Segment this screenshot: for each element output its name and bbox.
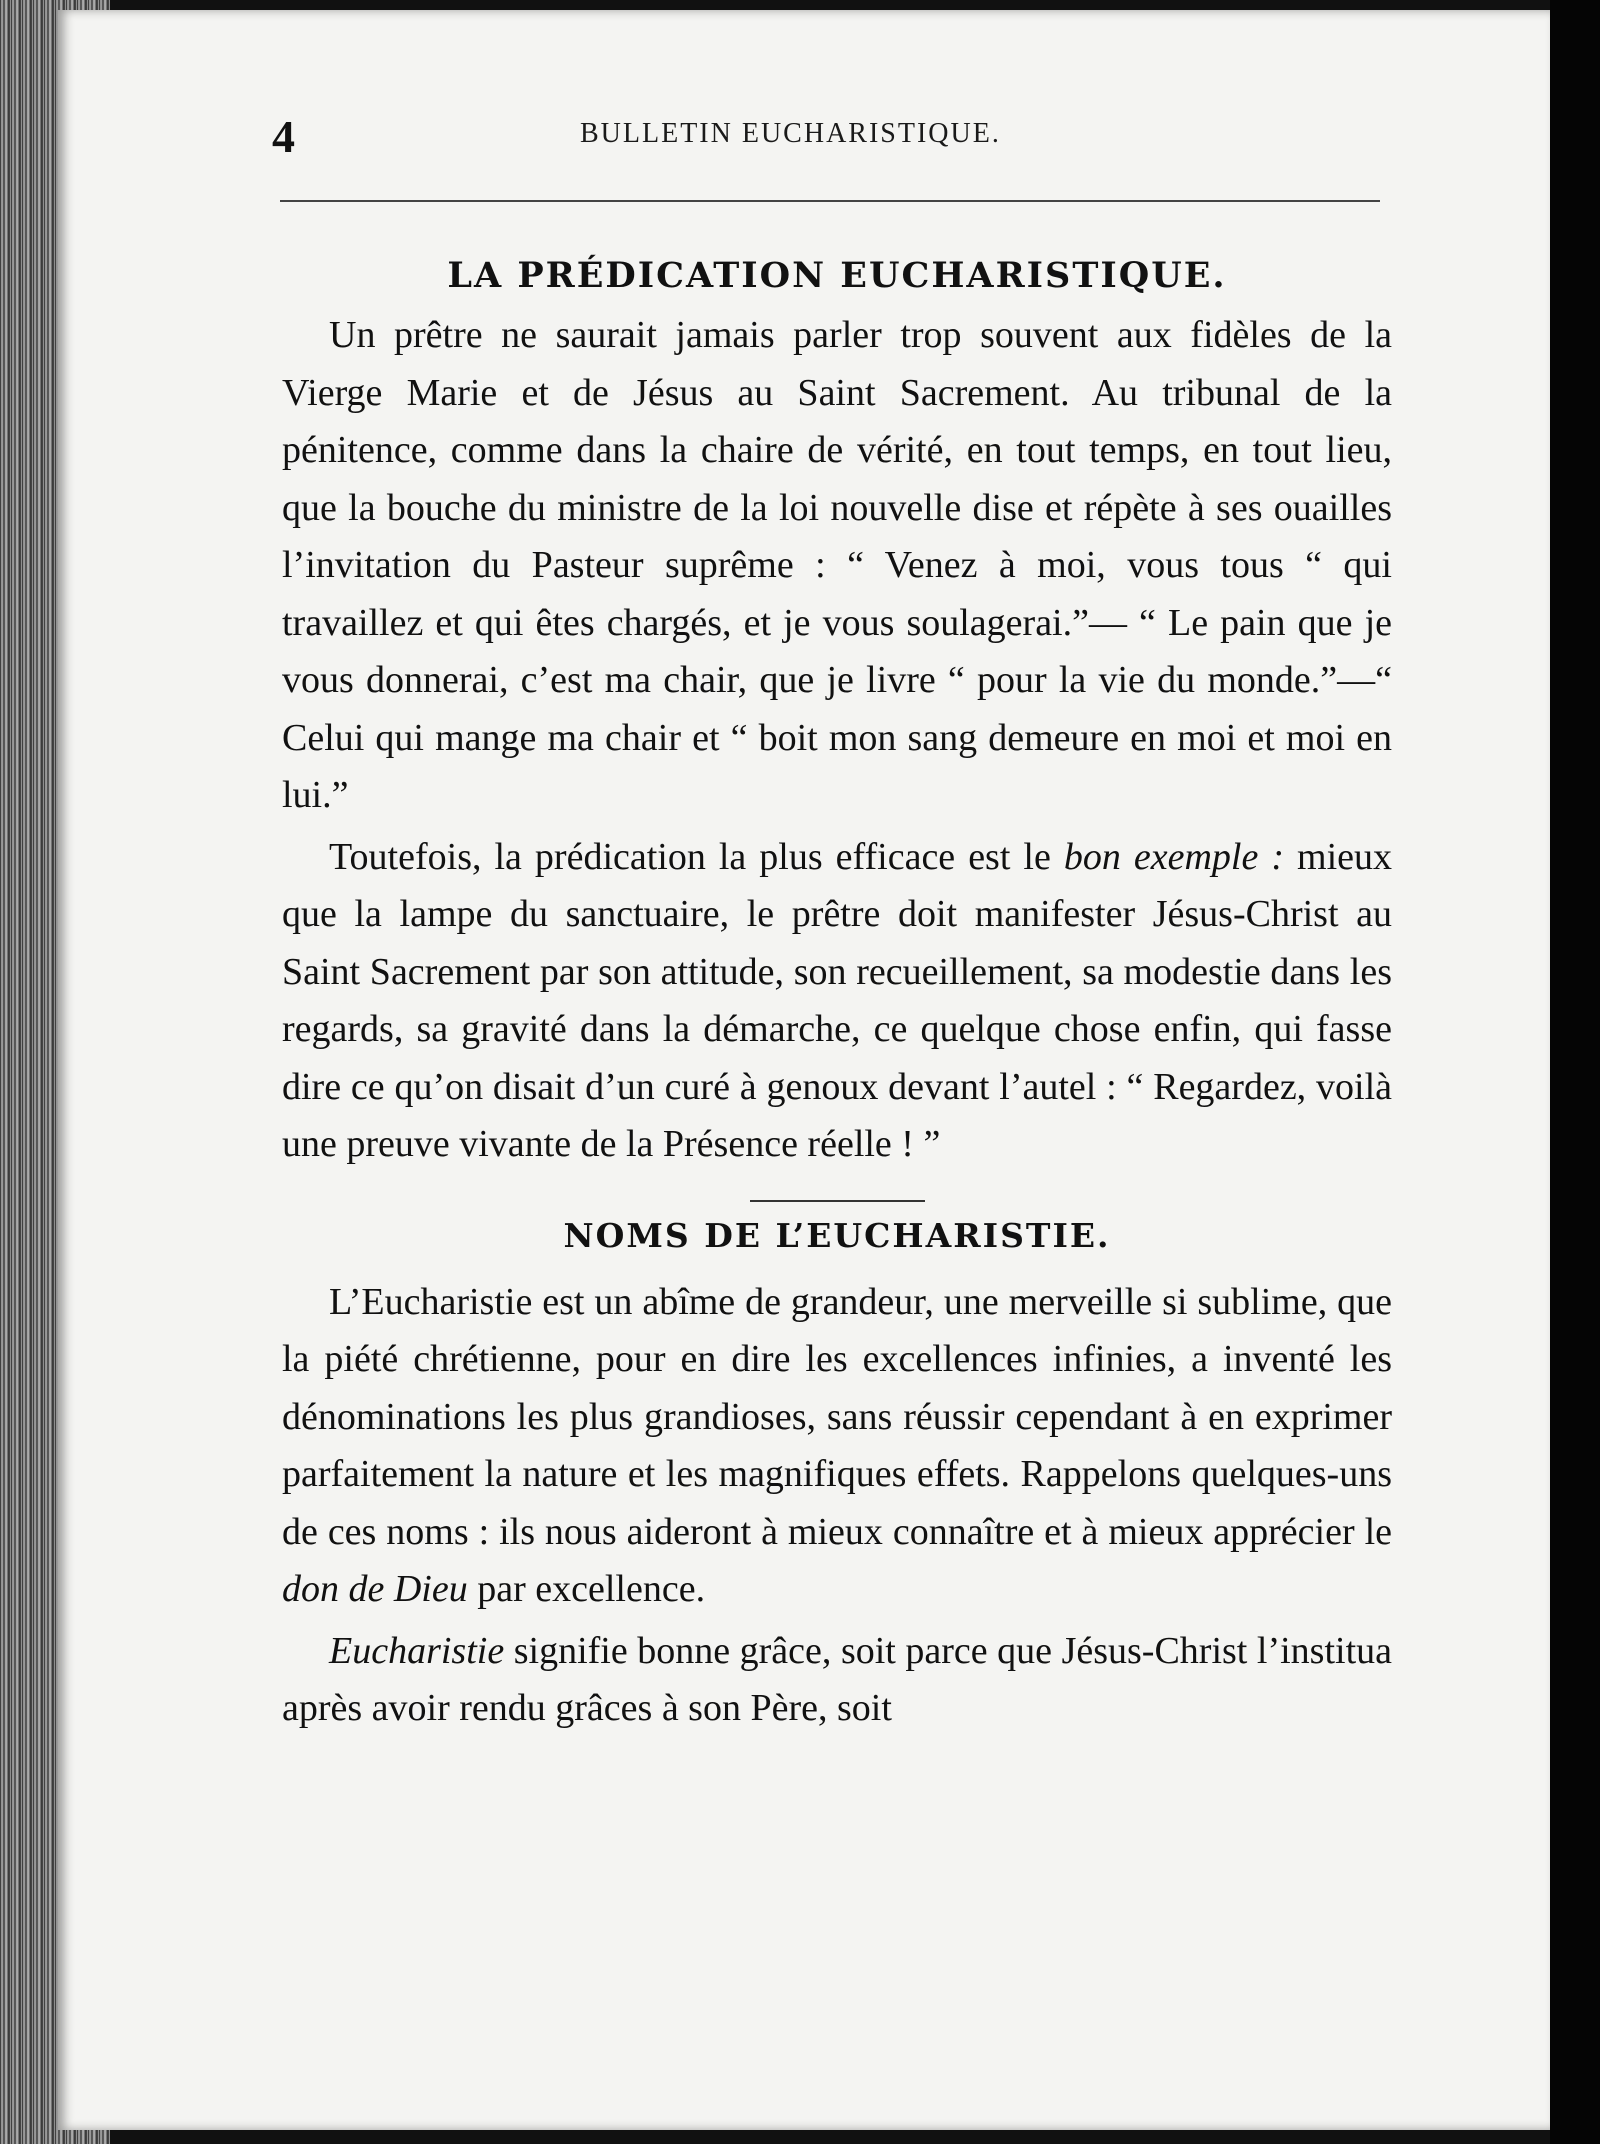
scan-border-right bbox=[1550, 0, 1600, 2144]
header-rule bbox=[280, 200, 1380, 202]
paragraph-predication-1: Un prêtre ne saurait jamais parler trop souvent aux fidèles de la Vierge Marie et de Jésus au Saint Sacrement. Au tribunal de la pénitence, comme dans la chaire de vérité, en tout temps, en tout lieu, que la bouche du ministre de la loi nouvelle dise et répète à ses ouailles l’invitation du Pasteur suprême : “ Venez à moi, vous tous “ qui travaillez et qui êtes chargés, et je vous soulagerai.”— “ Le pain que je vous donnerai, c’est ma chair, que je livre “ pour la vie du monde.”—“ Celui qui mange ma chair et “ boit mon sang demeure en moi et moi en lui.” bbox=[282, 314, 1392, 816]
paragraph-noms-1 bbox=[282, 1274, 1392, 1619]
paragraph-noms-2 bbox=[282, 1623, 1392, 1738]
paragraph-text: mieux que la lampe du sanctuaire, le prêtre doit manifester Jésus-Christ au Saint Sacrement par son attitude, son recueillement, sa modestie dans les regards, sa gravité dans la démarche, ce quelque chose enfin, qui fasse dire ce qu’on disait d’un curé à genoux devant l’autel : “ Regardez, voilà une preuve vivante de la Présence réelle ! ” bbox=[282, 835, 1393, 1165]
italic-phrase-bon-exemple: bon exemple : bbox=[1063, 835, 1285, 878]
italic-phrase-don-de-dieu: don de Dieu bbox=[282, 1568, 468, 1610]
page-number: 4 bbox=[272, 111, 295, 162]
paragraph-text: Toutefois, la prédication la plus efficace est le bbox=[329, 835, 1064, 878]
italic-term-eucharistie: Eucharistie bbox=[329, 1629, 505, 1672]
paragraph-predication-2 bbox=[282, 829, 1392, 1174]
section-title-noms: NOMS DE L’EUCHARISTIE. bbox=[563, 1215, 1111, 1255]
page-header bbox=[220, 96, 1390, 162]
paragraph-text: L’Eucharistie est un abîme de grandeur, une merveille si sublime, que la piété chrétienne, pour en dire les excellences infinies, a inventé les dénominations les plus grandioses, sans réussir cependant à en exprimer parfaitement la nature et les magnifiques effets. Rappelons quelques-uns de ces noms : ils nous aideront à mieux connaître et à mieux apprécier le bbox=[282, 1280, 1392, 1553]
page-body bbox=[282, 245, 1392, 1738]
paragraph-text: signifie bonne grâce, soit parce que Jésus-Christ l’institua après avoir rendu grâces à son Père, soit bbox=[282, 1629, 1392, 1729]
section-divider bbox=[750, 1200, 925, 1202]
running-title: BULLETIN EUCHARISTIQUE. bbox=[580, 118, 1001, 149]
paragraph-text: par excellence. bbox=[467, 1568, 706, 1610]
section-title-predication: LA PRÉDICATION EUCHARISTIQUE. bbox=[447, 255, 1227, 296]
